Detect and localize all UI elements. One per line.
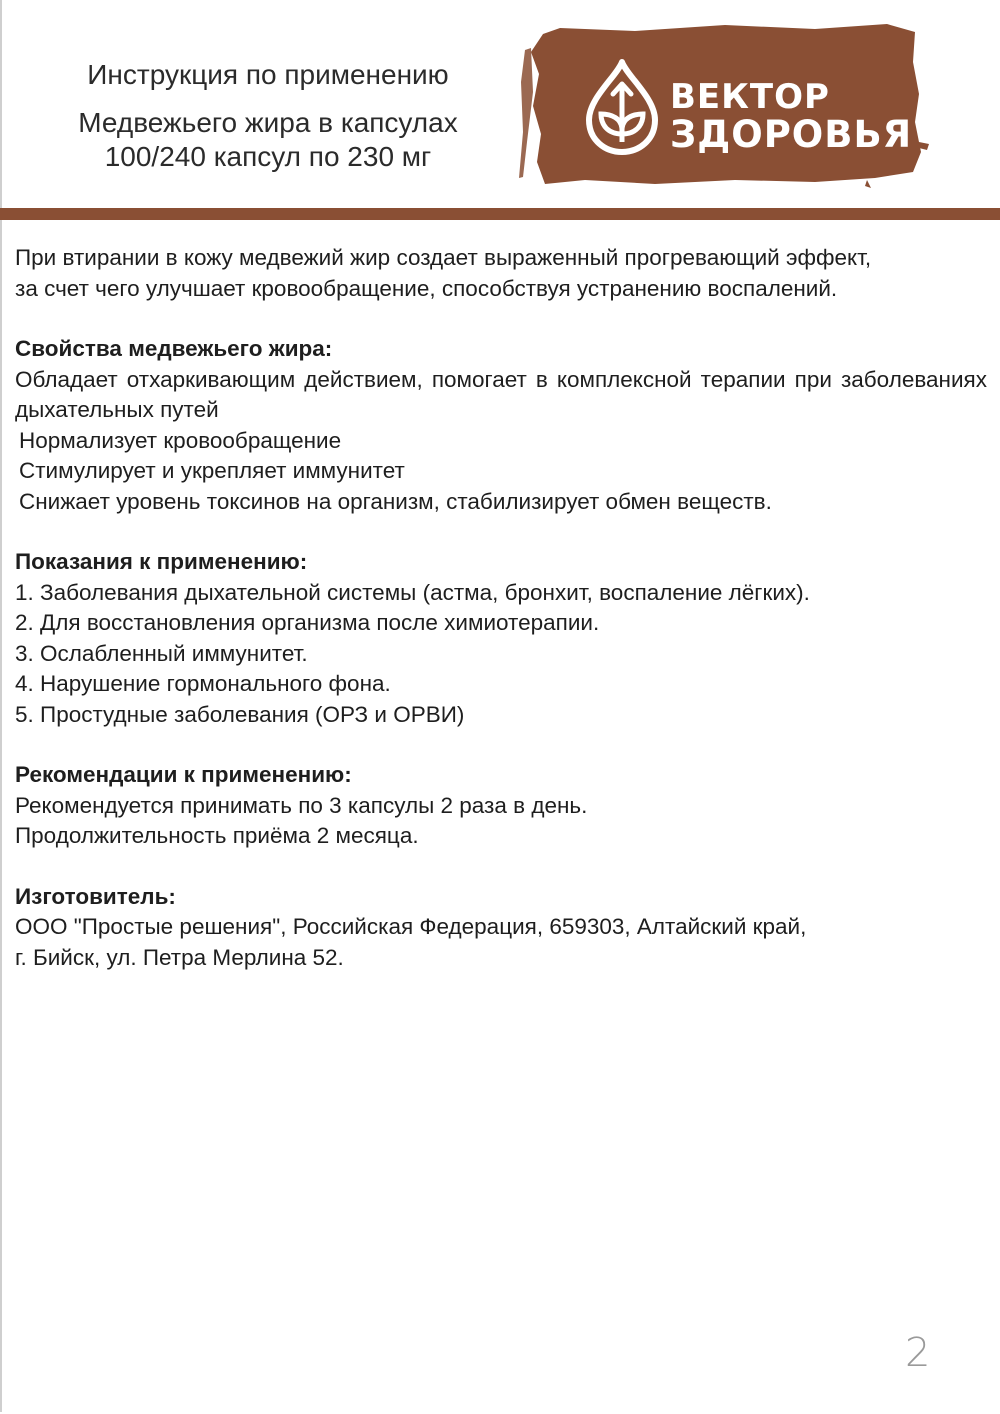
properties-item: Снижает уровень токсинов на организм, стабилизирует обмен веществ. bbox=[19, 488, 772, 514]
title-line-3: 100/240 капсул по 230 мг bbox=[104, 141, 432, 172]
indications-item: 5. Простудные заболевания (ОРЗ и ОРВИ) bbox=[15, 701, 465, 727]
recommendations-item: Рекомендуется принимать по 3 капсулы 2 раза в день. bbox=[15, 792, 588, 818]
indications-heading: Показания к применению: bbox=[15, 549, 308, 574]
intro-line-2: за счет чего улучшает кровообращение, способствуя устранению воспалений. bbox=[15, 275, 838, 301]
title-line-1: Инструкция по применению bbox=[87, 59, 449, 90]
properties-item: Обладает отхаркивающим действием, помогает в комплексной терапии при заболеваниях дыхательных путей bbox=[15, 366, 987, 422]
manufacturer-line-1: ООО "Простые решения", Российская Федерация, 659303, Алтайский край, bbox=[15, 914, 807, 939]
properties-item: Нормализует кровообращение bbox=[19, 427, 342, 453]
logo-word-1: ВЕКТОР bbox=[670, 77, 830, 117]
indications-item: 4. Нарушение гормонального фона. bbox=[15, 671, 391, 696]
indications-item: 3. Ослабленный иммунитет. bbox=[15, 640, 308, 666]
document-title bbox=[40, 58, 496, 174]
indications-item: 1. Заболевания дыхательной системы (астма, бронхит, воспаление лёгких). bbox=[15, 579, 810, 605]
manufacturer-heading: Изготовитель: bbox=[15, 883, 176, 909]
header-divider bbox=[0, 208, 1000, 220]
properties-heading: Свойства медвежьего жира: bbox=[15, 336, 333, 361]
recommendations-item: Продолжительность приёма 2 месяца. bbox=[15, 823, 419, 848]
brand-logo bbox=[515, 22, 935, 188]
title-line-2: Медвежьего жира в капсулах bbox=[78, 107, 458, 138]
logo-wordmark bbox=[670, 78, 912, 154]
page-number: 2 bbox=[905, 1330, 931, 1376]
logo-word-2: ЗДОРОВЬЯ bbox=[670, 113, 913, 156]
intro-line-1: При втирании в кожу медвежий жир создает выраженный прогревающий эффект, bbox=[15, 245, 872, 270]
document-body bbox=[15, 243, 987, 973]
recommendations-heading: Рекомендации к применению: bbox=[15, 762, 352, 787]
leaf-drop-icon bbox=[577, 56, 667, 156]
manufacturer-line-2: г. Бийск, ул. Петра Мерлина 52. bbox=[15, 944, 344, 970]
indications-item: 2. Для восстановления организма после химиотерапии. bbox=[15, 610, 600, 635]
properties-item: Стимулирует и укрепляет иммунитет bbox=[19, 458, 405, 483]
